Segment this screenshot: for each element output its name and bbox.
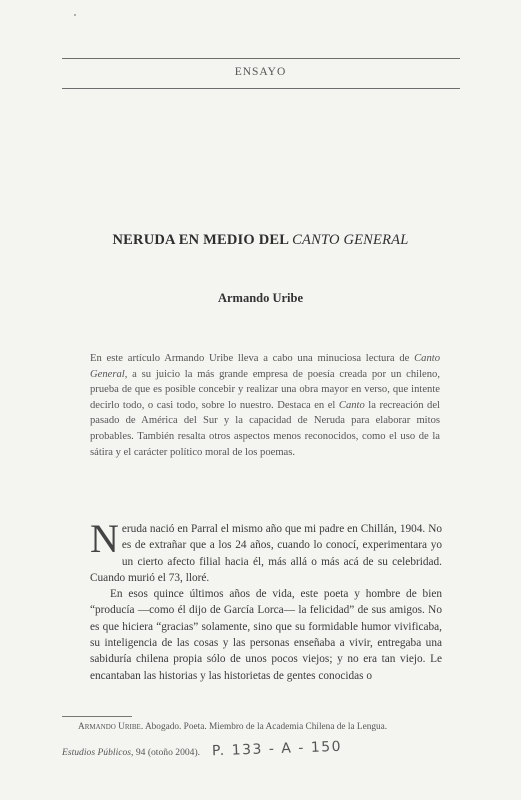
scan-speck [74, 14, 76, 16]
drop-cap: N [90, 516, 119, 561]
footnote-rule [62, 716, 132, 717]
header-rule-bottom [62, 88, 460, 89]
article-title-main: NERUDA EN MEDIO DEL [112, 232, 293, 248]
body-paragraph-2: En esos quince últimos años de vida, este poeta y hombre de bien “producía —como él dijo de García Lorca— la felicidad” de sus amigos. No es que hiciera “gracias” solamente, sino que su formidable humor vivificaba, su inteligencia de las cosas y las personas enseñaba a vivir, entregaba una sabiduría chilena propia sólo de unos pocos viejos; y no era tan viejo. Le encantaban las historias y las historietas de gentes conocidas o [90, 588, 442, 682]
journal-name: Estudios Públicos [62, 747, 132, 758]
article-title [0, 232, 521, 249]
body-paragraph-1 [90, 516, 442, 586]
footnote-author: Armando Uribe [78, 722, 141, 732]
abstract-italic-2: Canto [338, 399, 365, 411]
article-title-italic: CANTO GENERAL [292, 232, 409, 248]
body-paragraph-1-text: eruda nació en Parral el mismo año que mi padre en Chillán, 1904. No es de extrañar que a los 24 años, cuando lo conocí, experimentara yo un cierto afecto filial hacia él, más allá o más acá de su celebridad. Cuando murió el 73, lloré. [90, 523, 442, 584]
footnote-text: . Abogado. Poeta. Miembro de la Academia Chilena de la Lengua. [140, 722, 388, 732]
article-author: Armando Uribe [217, 291, 304, 305]
abstract-text-2: , a su juicio la más grande empresa de poesía creada por un chileno, prueba de que es posible concebir y realizar una obra mayor en verso, que intente decirlo todo, o casi todo, sobre lo nuestro. Destaca en el [90, 368, 440, 411]
abstract-text-1: En este artículo Armando Uribe lleva a cabo una minuciosa lectura de [90, 353, 415, 364]
journal-issue: , 94 (otoño 2004). [131, 747, 201, 758]
abstract-text-3: la recreación del pasado de América del Sur y la capacidad de Neruda para elaborar mitos probables. También resalta otros aspectos menos reconocidos, como el uso de la sátira y el carácter político moral de los poemas. [90, 399, 441, 458]
abstract-italic-1: Canto General [90, 353, 440, 380]
abstract [90, 351, 440, 460]
section-label: ENSAYO [234, 66, 287, 78]
journal-citation [62, 747, 200, 758]
article-body [90, 516, 442, 684]
author-footnote [78, 722, 458, 732]
handwritten-page-note: P. 133 - A - 150 [211, 738, 343, 760]
header-rule-top [62, 58, 460, 59]
